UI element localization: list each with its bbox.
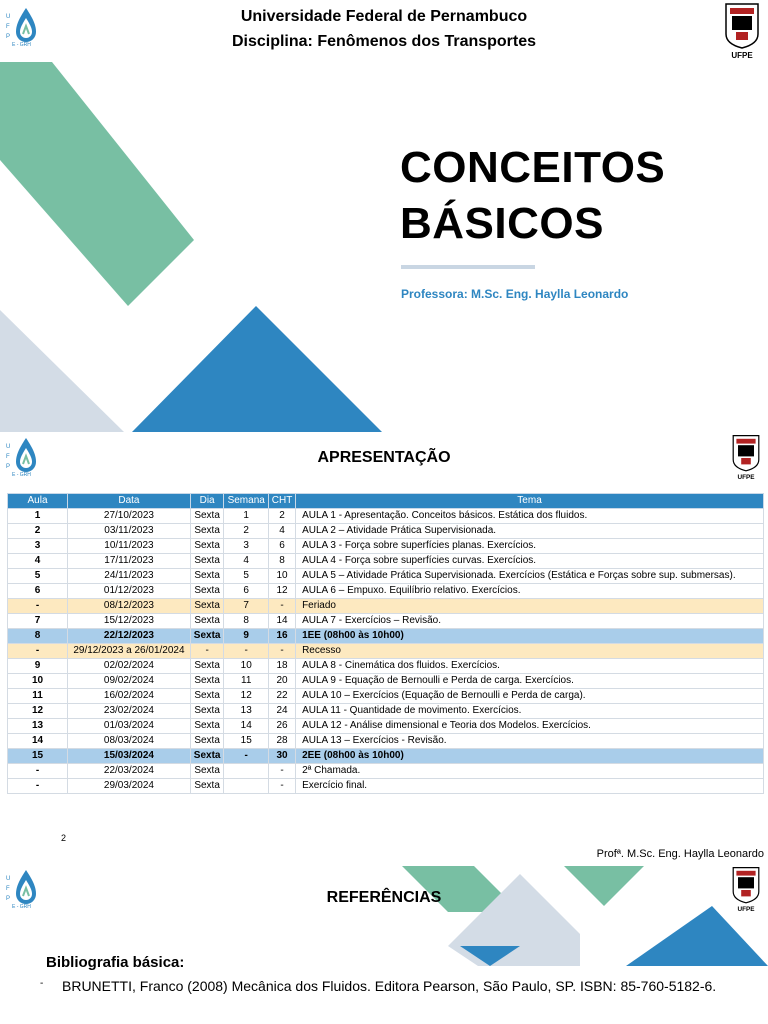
cell-tema: AULA 12 - Análise dimensional e Teoria dos Modelos. Exercícios. [296,719,764,734]
cell-aula: 6 [8,584,68,599]
cell-tema: AULA 7 - Exercícios – Revisão. [296,614,764,629]
cell-tema: AULA 5 – Atividade Prática Supervisionada. Exercícios (Estática e Forças sobre sup. submersas). [296,569,764,584]
cell-semana: 12 [224,689,269,704]
cell-data: 22/12/2023 [68,629,191,644]
cell-aula: 4 [8,554,68,569]
cell-data: 22/03/2024 [68,764,191,779]
cell-cht: 10 [269,569,296,584]
cell-aula: 9 [8,659,68,674]
col-header-cht: CHT [269,494,296,509]
cell-dia: Sexta [190,599,224,614]
svg-text:E - GRH: E - GRH [12,472,31,478]
cell-tema: Exercício final. [296,779,764,794]
table-row [8,509,764,524]
cell-cht: - [269,779,296,794]
table-row [8,749,764,764]
cell-tema: Recesso [296,644,764,659]
cell-tema: AULA 4 - Força sobre superfícies curvas. Exercícios. [296,554,764,569]
cell-semana: 14 [224,719,269,734]
cell-cht: 26 [269,719,296,734]
table-row [8,779,764,794]
cell-cht: - [269,764,296,779]
cell-dia: Sexta [190,659,224,674]
cell-data: 16/02/2024 [68,689,191,704]
table-row [8,554,764,569]
cell-dia: Sexta [190,629,224,644]
svg-text:U: U [6,444,11,450]
cell-aula: 11 [8,689,68,704]
cell-tema: AULA 3 - Força sobre superfícies planas. Exercícios. [296,539,764,554]
cell-semana: 2 [224,524,269,539]
table-row [8,599,764,614]
cell-semana: 13 [224,704,269,719]
cell-dia: Sexta [190,584,224,599]
cell-tema: AULA 2 – Atividade Prática Supervisionada. [296,524,764,539]
cell-aula: 5 [8,569,68,584]
cell-semana: 15 [224,734,269,749]
cell-semana: 11 [224,674,269,689]
cell-dia: Sexta [190,719,224,734]
svg-text:F: F [6,886,10,892]
cell-cht: 4 [269,524,296,539]
cell-dia: - [190,644,224,659]
svg-text:U: U [6,14,11,20]
cell-cht: - [269,644,296,659]
svg-text:UFPE: UFPE [731,51,753,60]
svg-text:E - GRH: E - GRH [12,904,31,910]
cell-dia: Sexta [190,674,224,689]
cell-tema: AULA 1 - Apresentação. Conceitos básicos. Estática dos fluidos. [296,509,764,524]
blue-triangle [132,306,382,432]
cell-dia: Sexta [190,509,224,524]
table-row [8,644,764,659]
table-header-row [8,494,764,509]
cell-semana: 1 [224,509,269,524]
cell-aula: 14 [8,734,68,749]
title-line-2: BÁSICOS [400,199,604,248]
cell-dia: Sexta [190,734,224,749]
col-header-tema: Tema [296,494,764,509]
teal-diagonal-band [0,62,194,306]
title-line-1: CONCEITOS [400,143,666,192]
discipline-name: Disciplina: Fenômenos dos Transportes [231,33,537,50]
title-underline [401,265,535,269]
cell-aula: - [8,599,68,614]
section-heading: Bibliografia básica: [46,954,185,971]
cell-data: 27/10/2023 [68,509,191,524]
cell-aula: 7 [8,614,68,629]
table-row [8,569,764,584]
cell-aula: 15 [8,749,68,764]
cell-tema: Feriado [296,599,764,614]
cell-dia: Sexta [190,689,224,704]
cell-dia: Sexta [190,569,224,584]
schedule-body [8,509,764,794]
cell-data: 10/11/2023 [68,539,191,554]
table-row [8,629,764,644]
cell-semana [224,764,269,779]
cell-semana: 10 [224,659,269,674]
cell-aula: 2 [8,524,68,539]
table-row [8,719,764,734]
cell-data: 17/11/2023 [68,554,191,569]
cell-semana: 3 [224,539,269,554]
table-row [8,539,764,554]
cell-aula: 1 [8,509,68,524]
cell-dia: Sexta [190,779,224,794]
cell-cht: 14 [269,614,296,629]
cell-tema: AULA 6 – Empuxo. Equilíbrio relativo. Exercícios. [296,584,764,599]
cell-data: 29/12/2023 a 26/01/2024 [68,644,191,659]
cell-aula: - [8,779,68,794]
bullet-marker: - [40,978,44,989]
table-row [8,734,764,749]
cell-tema: AULA 11 - Quantidade de movimento. Exercícios. [296,704,764,719]
table-row [8,704,764,719]
cell-tema: AULA 13 – Exercícios - Revisão. [296,734,764,749]
cell-dia: Sexta [190,524,224,539]
cell-data: 15/03/2024 [68,749,191,764]
cell-data: 23/02/2024 [68,704,191,719]
svg-text:U: U [6,876,11,882]
table-row [8,584,764,599]
page-number: 2 [61,833,67,843]
table-row [8,659,764,674]
cell-dia: Sexta [190,749,224,764]
slide-title-page [0,0,768,432]
cell-tema: 2EE (08h00 às 10h00) [296,749,764,764]
cell-cht: 18 [269,659,296,674]
cell-data: 15/12/2023 [68,614,191,629]
cell-data: 08/03/2024 [68,734,191,749]
cell-cht: 22 [269,689,296,704]
cell-cht: - [269,599,296,614]
cell-aula: 3 [8,539,68,554]
cell-cht: 8 [269,554,296,569]
cell-aula: 8 [8,629,68,644]
svg-text:F: F [6,454,10,460]
cell-tema: AULA 10 – Exercícios (Equação de Bernoulli e Perda de carga). [296,689,764,704]
reference-item: BRUNETTI, Franco (2008) Mecânica dos Fluidos. Editora Pearson, São Paulo, SP. ISBN: 85-760-5182-6. [62,978,717,994]
slide-schedule [0,432,768,864]
table-row [8,524,764,539]
university-name: Universidade Federal de Pernambuco [240,8,528,25]
svg-text:P: P [6,896,11,902]
cell-cht: 2 [269,509,296,524]
cell-aula: - [8,764,68,779]
cell-semana: - [224,644,269,659]
cell-data: 01/12/2023 [68,584,191,599]
cell-dia: Sexta [190,764,224,779]
svg-text:P: P [6,34,11,40]
cell-cht: 16 [269,629,296,644]
cell-tema: 1EE (08h00 às 10h00) [296,629,764,644]
cell-aula: 13 [8,719,68,734]
cell-aula: - [8,644,68,659]
svg-text:UFPE: UFPE [737,905,755,913]
slide-title: APRESENTAÇÃO [317,449,451,466]
cell-cht: 6 [269,539,296,554]
cell-tema: AULA 8 - Cinemática dos fluidos. Exercícios. [296,659,764,674]
blue-triangle-large [626,906,768,966]
cell-data: 03/11/2023 [68,524,191,539]
col-header-dia: Dia [190,494,224,509]
cell-cht: 20 [269,674,296,689]
decorative-shapes [0,864,768,1024]
slide-title: REFERÊNCIAS [326,889,442,906]
cell-dia: Sexta [190,614,224,629]
schedule-table [7,493,764,794]
cell-cht: 12 [269,584,296,599]
cell-data: 09/02/2024 [68,674,191,689]
cell-semana: 7 [224,599,269,614]
footer-professor: Profª. M.Sc. Eng. Haylla Leonardo [596,848,764,860]
col-header-aula: Aula [8,494,68,509]
cell-cht: 28 [269,734,296,749]
col-header-semana: Semana [224,494,269,509]
svg-text:UFPE: UFPE [737,473,755,481]
cell-tema: 2ª Chamada. [296,764,764,779]
cell-data: 29/03/2024 [68,779,191,794]
cell-semana: 5 [224,569,269,584]
cell-semana [224,779,269,794]
cell-cht: 30 [269,749,296,764]
col-header-data: Data [68,494,191,509]
ufpe-logo [722,2,762,60]
cell-semana: 9 [224,629,269,644]
cell-data: 02/02/2024 [68,659,191,674]
gray-triangle [0,310,124,432]
cell-dia: Sexta [190,704,224,719]
cell-dia: Sexta [190,539,224,554]
cell-semana: - [224,749,269,764]
cell-aula: 12 [8,704,68,719]
cell-cht: 24 [269,704,296,719]
svg-text:P: P [6,464,11,470]
table-row [8,764,764,779]
cell-aula: 10 [8,674,68,689]
cell-data: 08/12/2023 [68,599,191,614]
cell-semana: 4 [224,554,269,569]
table-row [8,689,764,704]
svg-text:F: F [6,24,10,30]
cell-semana: 8 [224,614,269,629]
table-row [8,614,764,629]
svg-text:E - GRH: E - GRH [12,42,31,48]
cell-data: 01/03/2024 [68,719,191,734]
cell-tema: AULA 9 - Equação de Bernoulli e Perda de carga. Exercícios. [296,674,764,689]
presentation-title [400,140,665,252]
cell-data: 24/11/2023 [68,569,191,584]
slide-references [0,864,768,1024]
cell-semana: 6 [224,584,269,599]
professor-name: Professora: M.Sc. Eng. Haylla Leonardo [401,287,629,301]
cell-dia: Sexta [190,554,224,569]
table-row [8,674,764,689]
